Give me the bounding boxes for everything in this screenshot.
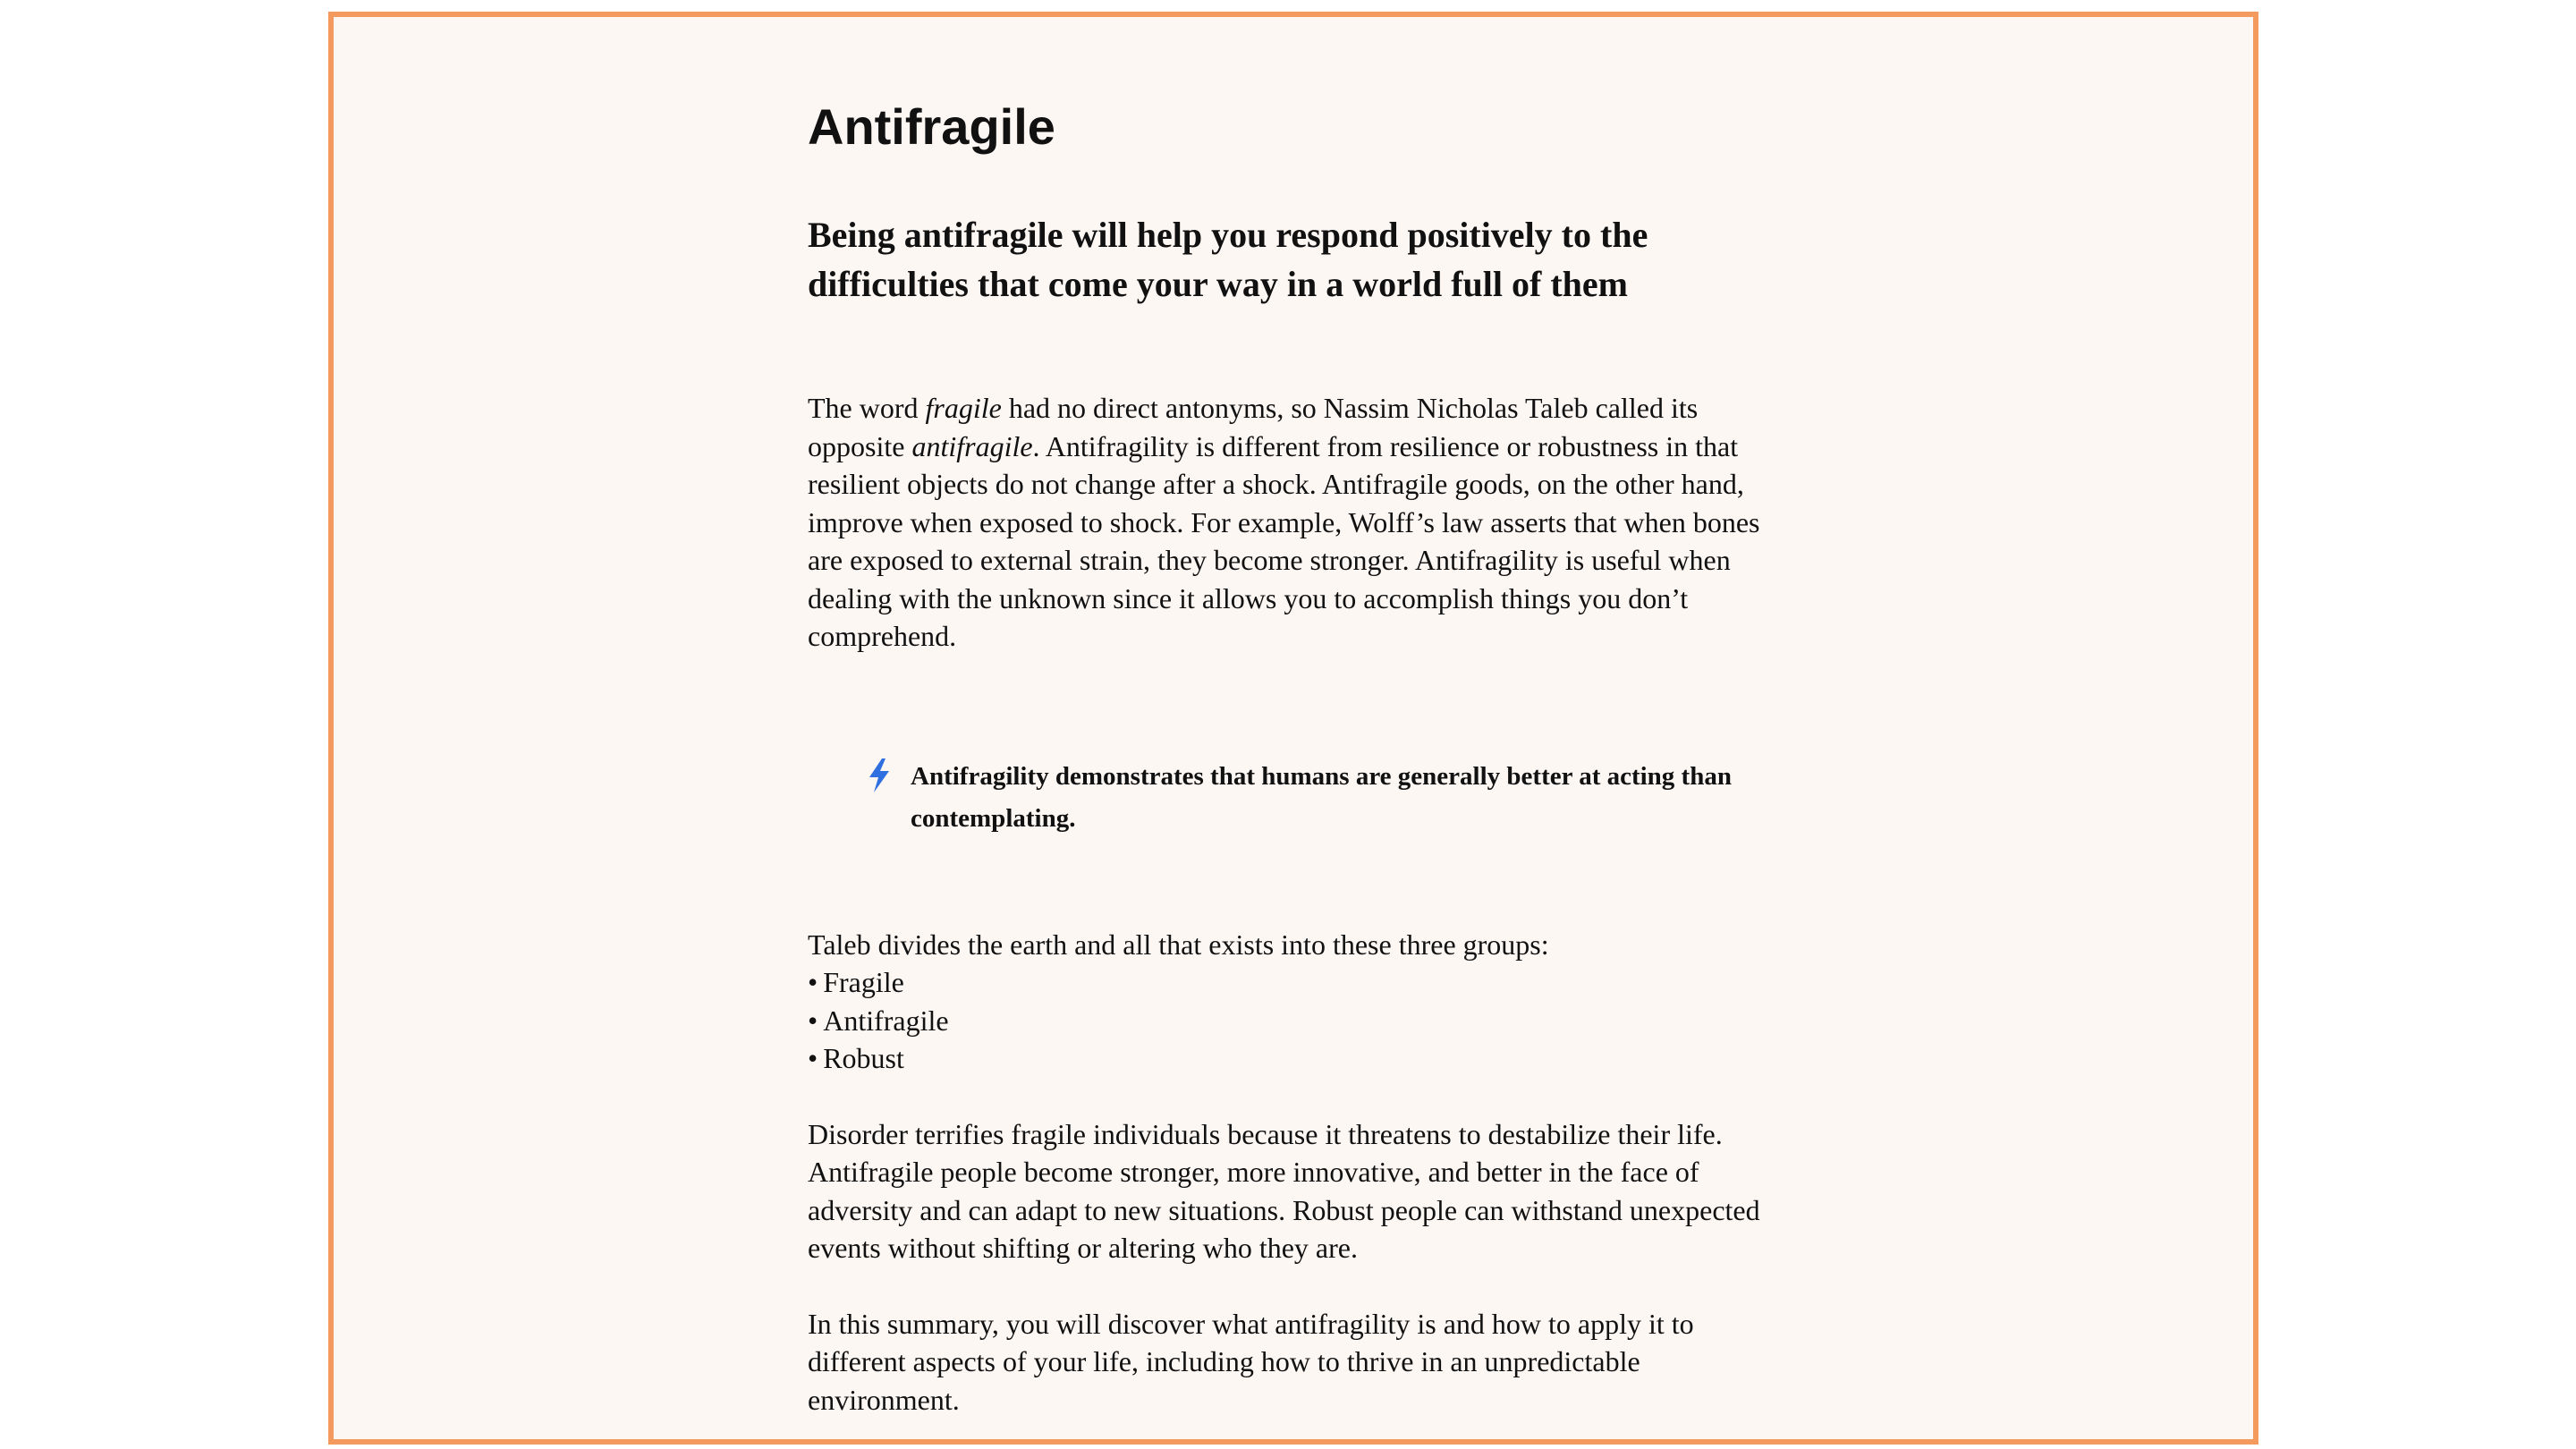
groups-list [808,963,1792,1078]
list-item-label: Antifragile [823,1004,949,1037]
article-content [808,96,1792,1419]
intro-text-3: . Antifragility is different from resilience or robustness in that resilient objects do not change after a shock. Antifragile goods, on the other hand, improve when exposed to shock. For example, Wolff’s law asserts that when bones are exposed to external strain, they become stronger. Antifragility is useful when dealing with the unknown since it allows you to accomplish things you don’t comprehend. [808,429,1760,652]
bullet-marker: • [808,1042,818,1074]
intro-text-2: had no direct antonyms, so Nassim Nicholas Taleb called its opposite [808,392,1699,462]
groups-intro: Taleb divides the earth and all that exists into these three groups: [808,928,1549,961]
bullet-marker: • [808,1004,818,1037]
insight-callout [911,756,1769,840]
list-item [808,1002,1792,1040]
summary-paragraph: In this summary, you will discover what antifragility is and how to apply it to different aspects of your life, including how to thrive in an unpredictable environment. [808,1307,1694,1416]
summary-card-frame [328,12,2258,1445]
intro-text-1: The word [808,392,926,424]
intro-paragraph [808,389,1783,656]
page-title: Antifragile [808,98,1055,155]
disorder-paragraph: Disorder terrifies fragile individuals because it threatens to destabilize their life. Antifragile people become stronger, more innovative, and better in the face of adversity and can adapt to new situations. Robust people can withstand unexpected events without shifting or altering who they are. [808,1117,1760,1264]
article-subtitle: Being antifragile will help you respond positively to the difficulties that come your way in a world full of them [808,215,1648,304]
intro-emphasis-fragile: fragile [925,392,1002,424]
list-item [808,963,1792,1002]
lightning-bolt-icon [868,758,891,792]
list-item [808,1039,1792,1078]
list-item-label: Robust [823,1042,904,1074]
list-item-label: Fragile [823,966,904,998]
callout-text: Antifragility demonstrates that humans are generally better at acting than contemplating. [911,761,1732,833]
bullet-marker: • [808,966,818,998]
intro-emphasis-antifragile: antifragile [911,429,1033,462]
